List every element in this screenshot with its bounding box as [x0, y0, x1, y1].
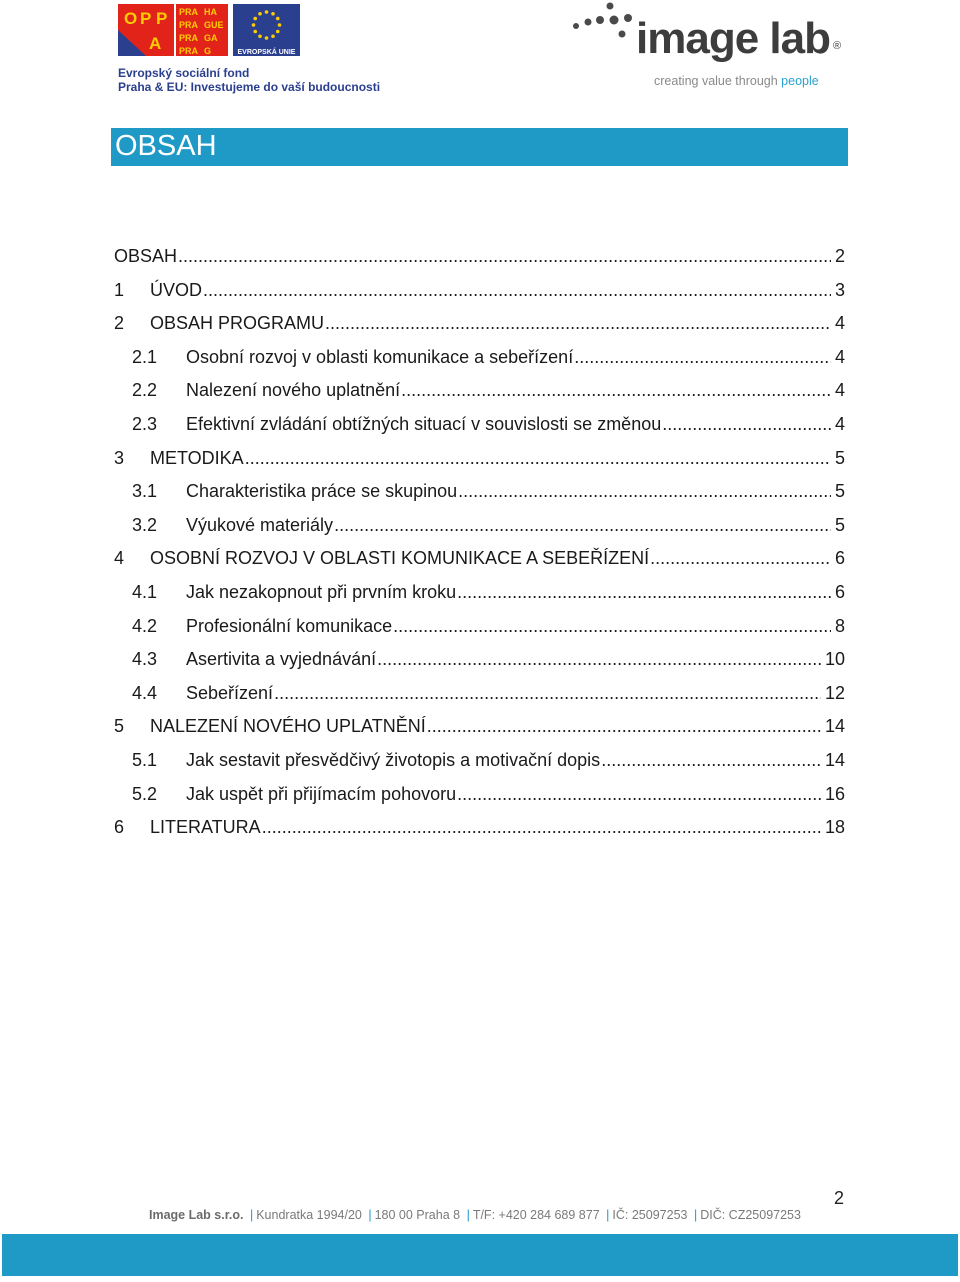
toc-entry-title: Profesionální komunikace: [186, 615, 393, 636]
toc-entry-title: METODIKA: [150, 447, 244, 468]
toc-entry-number: 4: [114, 548, 125, 569]
eu-star-icon: [276, 17, 280, 21]
toc-entry[interactable]: [114, 712, 845, 746]
toc-entry-page: 14: [824, 716, 845, 737]
toc-entry[interactable]: [114, 444, 845, 478]
toc-entry-page: 5: [834, 514, 845, 535]
toc-entry-title: OBSAH: [114, 246, 178, 266]
toc-entry[interactable]: [114, 544, 845, 578]
eu-star-icon: [252, 23, 256, 27]
footer-separator: |: [466, 1208, 470, 1222]
toc-entry-page: 14: [824, 749, 845, 770]
toc-entry-page: 5: [834, 447, 845, 468]
toc-entry[interactable]: [114, 343, 845, 377]
svg-text:PRA: PRA: [179, 46, 199, 56]
section-title-bar: [111, 128, 848, 166]
toc-dot-leader: [393, 612, 831, 640]
toc-entry-number: 5.1: [132, 749, 158, 770]
toc-entry-page: 10: [824, 649, 845, 670]
toc-entry-number: 6: [114, 817, 125, 838]
toc-entry-title: LITERATURA: [150, 817, 261, 838]
toc-entry-title: Charakteristika práce se skupinou: [186, 481, 458, 502]
footer-separator: |: [368, 1208, 372, 1222]
eu-star-icon: [271, 34, 275, 38]
toc-entry-page: 18: [824, 817, 845, 838]
footer-separator: |: [249, 1208, 254, 1222]
toc-entry-number: 3.1: [132, 481, 158, 502]
toc-entry-page: 6: [834, 548, 845, 569]
toc-dot-leader: [427, 712, 821, 740]
page-header: [0, 0, 960, 100]
eu-star-icon: [253, 30, 257, 34]
toc-entry-page: 4: [834, 413, 845, 434]
image-lab-wordmark: image lab: [636, 14, 830, 63]
svg-text:HA: HA: [204, 7, 217, 17]
toc-entry[interactable]: [114, 578, 845, 612]
footer-company: Image Lab s.r.o.: [149, 1208, 244, 1222]
toc-dot-leader: [274, 679, 821, 707]
toc-dot-leader: [262, 813, 821, 841]
svg-text:P: P: [156, 9, 168, 28]
toc-entry-title: OSOBNÍ ROZVOJ V OBLASTI KOMUNIKACE A SEBEŘÍZENÍ: [150, 548, 650, 569]
svg-text:PRA: PRA: [179, 20, 199, 30]
toc-entry-page: 4: [834, 346, 845, 367]
esf-line-2: Praha & EU: Investujeme do vaší budoucnosti: [118, 80, 381, 94]
toc-entry-number: 2.3: [132, 413, 158, 434]
toc-entry-number: 2.2: [132, 380, 158, 401]
toc-dot-leader: [650, 544, 831, 572]
toc-dot-leader: [203, 276, 831, 304]
toc-entry-page: 16: [824, 783, 845, 804]
eu-star-icon: [265, 10, 269, 14]
toc-entry[interactable]: [114, 813, 845, 847]
toc-entry-title: Jak nezakopnout při prvním kroku: [186, 581, 457, 602]
toc-entry-title: Jak sestavit přesvědčivý životopis a motivační dopis: [186, 749, 601, 770]
toc-entry-page: 12: [824, 682, 845, 703]
toc-dot-leader: [574, 343, 831, 371]
footer-separator: |: [606, 1208, 610, 1222]
toc-dot-leader: [401, 376, 831, 404]
toc-entry-number: 4.1: [132, 581, 158, 602]
toc-entry-page: 5: [834, 481, 845, 502]
toc-dot-leader: [601, 746, 821, 774]
toc-dot-leader: [334, 511, 831, 539]
image-lab-tagline: creating value through people: [654, 74, 819, 88]
footer-street: Kundratka 1994/20: [256, 1208, 362, 1222]
toc-entry-page: 4: [834, 313, 845, 334]
opp-praha-logo: [118, 4, 228, 56]
toc-entry-number: 5.2: [132, 783, 158, 804]
toc-entry-title: NALEZENÍ NOVÉHO UPLATNĚNÍ: [150, 716, 426, 737]
footer-address: [149, 1208, 801, 1222]
toc-dot-leader: [662, 410, 831, 438]
toc-entry[interactable]: [114, 376, 845, 410]
toc-entry-page: 6: [834, 581, 845, 602]
toc-entry-title: Efektivní zvládání obtížných situací v souvislosti se změnou: [186, 413, 662, 434]
eu-star-icon: [265, 36, 269, 40]
page-title: OBSAH: [115, 130, 217, 162]
toc-entry[interactable]: [114, 511, 845, 545]
eu-star-icon: [278, 23, 282, 27]
svg-text:GA: GA: [204, 33, 218, 43]
toc-entry-title: OBSAH PROGRAMU: [150, 313, 325, 334]
toc-dot-leader: [458, 477, 831, 505]
eu-star-icon: [271, 12, 275, 16]
toc-entry[interactable]: [114, 309, 845, 343]
svg-text:G: G: [204, 46, 212, 56]
registered-mark: ®: [833, 40, 842, 52]
toc-entry-number: 1: [114, 279, 125, 300]
toc-entry-title: Osobní rozvoj v oblasti komunikace a sebeřízení: [186, 346, 574, 367]
page-number: 2: [834, 1188, 845, 1208]
toc-dot-leader: [325, 309, 831, 337]
toc-entry[interactable]: [114, 746, 845, 780]
toc-entry-page: 8: [834, 615, 845, 636]
toc-entry[interactable]: [114, 477, 845, 511]
svg-text:P: P: [140, 9, 152, 28]
svg-text:O: O: [124, 9, 138, 28]
svg-text:EVROPSKÁ UNIE: EVROPSKÁ UNIE: [237, 49, 296, 56]
toc-entry-number: 5: [114, 716, 125, 737]
svg-text:PRA: PRA: [179, 33, 199, 43]
toc-entry[interactable]: [114, 242, 845, 276]
toc-dot-leader: [457, 578, 831, 606]
svg-text:A: A: [149, 34, 162, 53]
toc-entry[interactable]: [114, 276, 845, 310]
toc-entry-title: Nalezení nového uplatnění: [186, 380, 401, 401]
toc-entry-title: Výukové materiály: [186, 514, 334, 535]
svg-text:PRA: PRA: [179, 7, 199, 17]
esf-line-1: Evropský sociální fond: [118, 66, 250, 80]
toc-dot-leader: [457, 780, 821, 808]
toc-entry-number: 4.3: [132, 649, 158, 670]
toc-entry-page: 4: [834, 380, 845, 401]
footer-dic: DIČ: CZ25097253: [700, 1208, 801, 1222]
toc-entry-title: Asertivita a vyjednávání: [186, 649, 377, 670]
toc-entry-title: Jak uspět při přijímacím pohovoru: [186, 783, 457, 804]
toc-dot-leader: [377, 645, 821, 673]
toc-entry[interactable]: [114, 612, 845, 646]
toc-entry-number: 2.1: [132, 346, 158, 367]
eu-flag-logo: [233, 4, 300, 56]
toc-entry[interactable]: [114, 679, 845, 713]
toc-entry-title: Sebeřízení: [186, 682, 274, 703]
toc-entry-title: ÚVOD: [150, 279, 203, 300]
toc-entry-number: 3.2: [132, 514, 158, 535]
esf-caption: [118, 66, 380, 94]
toc-entry[interactable]: [114, 645, 845, 679]
toc-entry-page: 3: [834, 279, 845, 300]
svg-text:GUE: GUE: [204, 20, 224, 30]
table-of-contents: [114, 242, 845, 847]
toc-entry[interactable]: [114, 410, 845, 444]
eu-star-icon: [258, 12, 262, 16]
footer-city: 180 00 Praha 8: [374, 1208, 461, 1222]
eu-star-icon: [253, 17, 257, 21]
footer-separator: |: [693, 1208, 698, 1222]
toc-entry-number: 4.4: [132, 682, 158, 703]
toc-entry[interactable]: [114, 780, 845, 814]
toc-entry-number: 4.2: [132, 615, 158, 636]
toc-dot-leader: [178, 242, 831, 270]
toc-entry-number: 3: [114, 447, 125, 468]
footer-phone: T/F: +420 284 689 877: [472, 1208, 600, 1222]
toc-dot-leader: [245, 444, 831, 472]
eu-star-icon: [276, 30, 280, 34]
toc-entry-number: 2: [114, 313, 125, 334]
toc-entry-page: 2: [834, 246, 845, 266]
eu-star-icon: [258, 34, 262, 38]
footer-ico: IČ: 25097253: [612, 1208, 688, 1222]
footer-bar: [2, 1234, 958, 1276]
